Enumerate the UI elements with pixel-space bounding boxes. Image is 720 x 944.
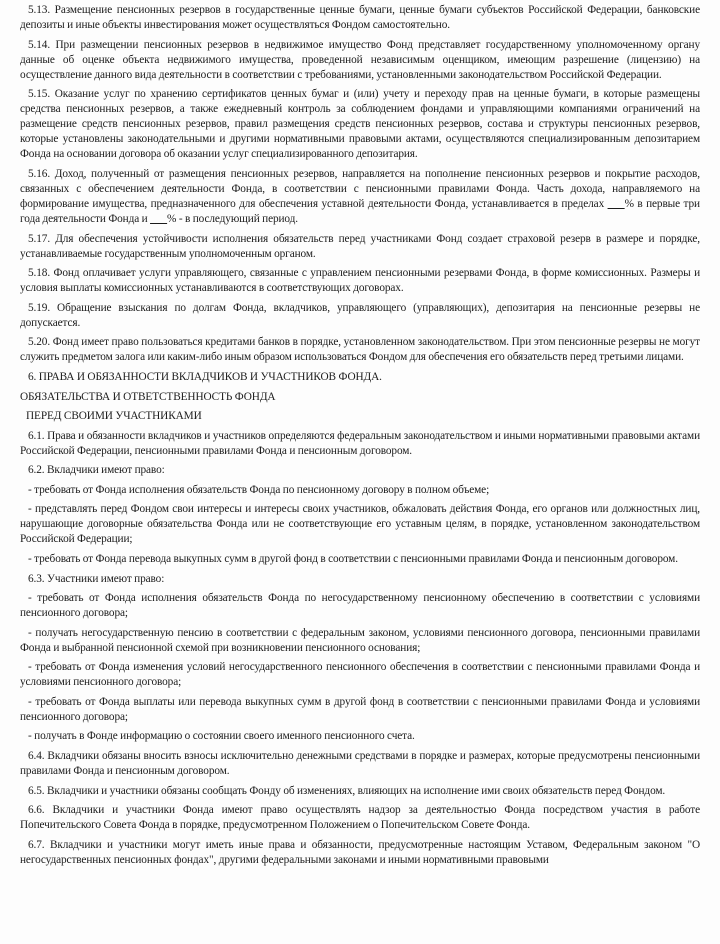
paragraph-text: % в первые три года деятельности Фонда и xyxy=(20,198,700,226)
list-item: - получать в Фонде информацию о состоянии своего именного пенсионного счета. xyxy=(28,730,415,743)
document-body xyxy=(20,3,700,868)
paragraph: 5.20. Фонд имеет право пользоваться кредитами банков в порядке, установленном законодательством. При этом пенсионные резервы не могут служить предметом залога или каким-либо иным образом использоваться Фондом для обеспечения его обязательств перед третьими лицами. xyxy=(20,336,700,364)
paragraph: 6.5. Вкладчики и участники обязаны сообщать Фонду об изменениях, влияющих на исполнение ими своих обязательств перед Фондом. xyxy=(28,784,666,797)
list-item: - представлять перед Фондом свои интересы и интересы своих участников, обжаловать действия Фонда, его органов или должностных лиц, нарушающие договорные обязательства Фонда или не соответствующие его уставным целям, в порядке, установленном законодательством Российской Федерации; xyxy=(20,503,700,546)
paragraph-text: 5.16. Доход, полученный от размещения пенсионных резервов, направляется на пополнение пенсионных резервов и покрытие расходов, связанных с обеспечением деятельности Фонда, в соответствии с пенсионными правилами Фонда. Часть дохода, направляемого на формирование имущества, предназначенного для обеспечения уставной деятельности Фонда, устанавливается в пределах xyxy=(20,167,700,211)
list-item: - требовать от Фонда перевода выкупных сумм в другой фонд в соответствии с пенсионными правилами Фонда и пенсионным договором. xyxy=(28,553,678,565)
paragraph: 5.19. Обращение взыскания по долгам Фонда, вкладчиков, управляющего (управляющих), депозитария на пенсионные резервы не допускается. xyxy=(20,301,700,329)
paragraph-with-fill-in-blanks xyxy=(20,167,700,227)
list-item: - получать негосударственную пенсию в соответствии с федеральным законом, условиями пенсионного договора, пенсионными правилами Фонда и выбранной пенсионной схемой при возникновении пенсионного основания; xyxy=(20,626,700,654)
list-item: - требовать от Фонда исполнения обязательств Фонда по негосударственному пенсионному обеспечению в соответствии с условиями пенсионного договора; xyxy=(20,592,700,620)
section-heading: ОБЯЗАТЕЛЬСТВА И ОТВЕТСТВЕННОСТЬ ФОНДА xyxy=(20,390,276,403)
paragraph: 5.13. Размещение пенсионных резервов в государственные ценные бумаги, ценные бумаги субъектов Российской Федерации, банковские депозиты и иные объекты инвестирования может осуществляться Фондом самостоятельно. xyxy=(20,4,700,32)
list-item: - требовать от Фонда исполнения обязательств Фонда по пенсионному договору в полном объеме; xyxy=(28,483,490,496)
list-item: - требовать от Фонда выплаты или перевода выкупных сумм в другой фонд в соответствии с пенсионными правилами Фонда и условиями пенсионного договора; xyxy=(20,695,700,723)
section-heading: 6. ПРАВА И ОБЯЗАННОСТИ ВКЛАДЧИКОВ И УЧАСТНИКОВ ФОНДА. xyxy=(28,371,382,384)
paragraph: 6.3. Участники имеют право: xyxy=(28,572,165,585)
paragraph: 6.7. Вкладчики и участники могут иметь иные права и обязанности, предусмотренные настоящим Уставом, Федеральным законом "О негосударственных пенсионных фондах", другими федеральными законами и иными нормативными правовыми xyxy=(20,838,700,866)
paragraph: 6.1. Права и обязанности вкладчиков и участников определяются федеральным законодательством и иными нормативными правовыми актами Российской Федерации, пенсионными правилами Фонда и пенсионным договором. xyxy=(20,429,700,457)
blank-field-percent-second[interactable]: ___ xyxy=(150,213,168,226)
paragraph: 5.15. Оказание услуг по хранению сертификатов ценных бумаг и (или) учету и переходу прав на ценные бумаги, в которые размещены средства пенсионных резервов, а также ежедневный контроль за соблюдением фондами и управляющими компаниями ограничений на размещение средств пенсионных резервов, правил размещения средств пенсионных резервов, состава и структуры пенсионных резервов, которые установлены законодательными и другими нормативными правовыми актами, осуществляются специализированным депозитарием Фонда на основании договора об оказании услуг специализированного депозитария. xyxy=(20,88,700,161)
paragraph: 6.4. Вкладчики обязаны вносить взносы исключительно денежными средствами в порядке и размерах, которые предусмотрены пенсионными правилами Фонда и пенсионным договором. xyxy=(20,750,700,778)
paragraph: 5.18. Фонд оплачивает услуги управляющего, связанные с управлением пенсионными резервами Фонда, в форме комиссионных. Размеры и условия выплаты комиссионных устанавливаются в соответствующих договорах. xyxy=(20,267,700,295)
section-heading: ПЕРЕД СВОИМИ УЧАСТНИКАМИ xyxy=(26,410,202,423)
paragraph: 5.14. При размещении пенсионных резервов в недвижимое имущество Фонд представляет государственному уполномоченному органу данные об оценке объекта недвижимого имущества, проведенной независимым оценщиком, имеющим разрешение (лицензию) на осуществление данного вида деятельности в соответствии с требованиями, установленными законодательством Российской Федерации. xyxy=(20,38,700,81)
paragraph-text: % - в последующий период. xyxy=(167,213,298,226)
list-item: - требовать от Фонда изменения условий негосударственного пенсионного обеспечения в соответствии с пенсионными правилами Фонда и условиями пенсионного договора; xyxy=(20,661,700,689)
paragraph: 5.17. Для обеспечения устойчивости исполнения обязательств перед участниками Фонд создает страховой резерв в размере и порядке, устанавливаемые государственным уполномоченным органом. xyxy=(20,232,700,260)
blank-field-percent-first[interactable]: ___ xyxy=(607,198,625,211)
paragraph: 6.2. Вкладчики имеют право: xyxy=(28,464,165,477)
paragraph: 6.6. Вкладчики и участники Фонда имеют право осуществлять надзор за деятельностью Фонда посредством участия в работе Попечительского Совета Фонда в порядке, предусмотренном Положением о Попечительском Совете Фонда. xyxy=(20,804,700,832)
